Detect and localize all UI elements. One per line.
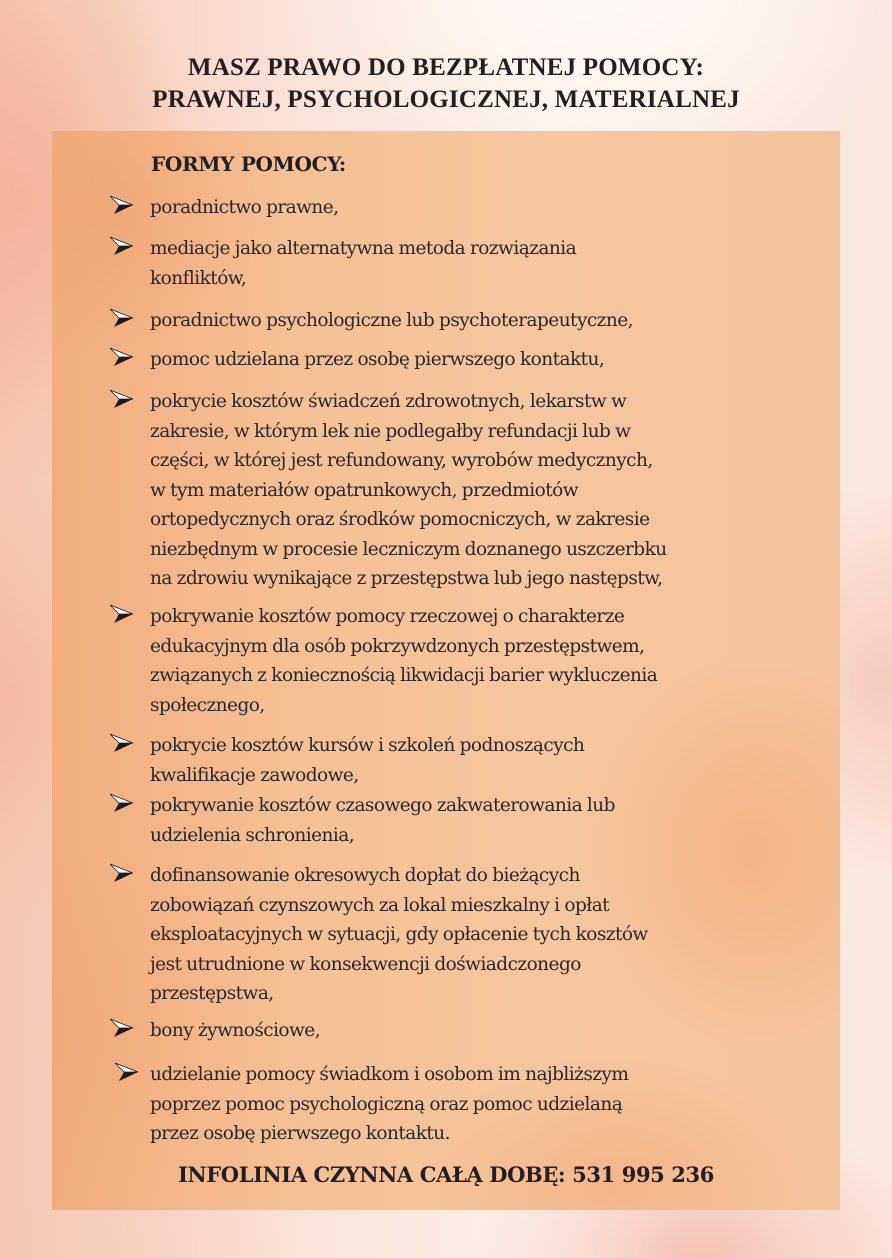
arrowhead-bullet-icon (114, 1062, 140, 1082)
arrowhead-bullet-icon (109, 195, 135, 215)
list-item-line: jest utrudnione w konsekwencji doświadczonego (150, 953, 581, 975)
arrowhead-bullet-icon (109, 236, 135, 256)
list-item-line: mediacje jako alternatywna metoda rozwiązania (150, 238, 577, 259)
list-item-text (150, 387, 667, 594)
list-item-text (150, 861, 648, 1009)
list-item-line: udzielenia schronienia, (150, 824, 355, 846)
list-item-line: dofinansowanie okresowych dopłat do bieżących (150, 865, 580, 886)
list-item-text (150, 602, 657, 720)
list-item-line: w tym materiałów opatrunkowych, przedmiotów (150, 479, 578, 501)
list-item-line: niezbędnym w procesie leczniczym doznanego uszczerbku (150, 538, 667, 560)
list-item-text (150, 1016, 320, 1046)
arrowhead-bullet-icon (109, 308, 135, 328)
help-forms-list (52, 131, 840, 1210)
list-item-line: kwalifikacje zawodowe, (150, 764, 359, 786)
arrowhead-bullet-icon (109, 733, 135, 753)
list-item-line: pokrycie kosztów świadczeń zdrowotnych, lekarstw w (150, 391, 627, 412)
list-item-line: zobowiązań czynszowych za lokal mieszkalny i opłat (150, 894, 610, 916)
arrowhead-bullet-icon (109, 863, 135, 883)
list-item-text (150, 193, 339, 223)
list-item-text (150, 306, 633, 336)
list-item-text (150, 1060, 628, 1149)
arrowhead-bullet-icon (109, 389, 135, 409)
header-title-line-1: MASZ PRAWO DO BEZPŁATNEJ POMOCY: (187, 54, 705, 81)
list-item-line: poradnictwo prawne, (150, 197, 339, 218)
list-item-line: konfliktów, (150, 267, 247, 289)
list-item-line: przestępstwa, (150, 983, 274, 1004)
list-item-line: poradnictwo psychologiczne lub psychoterapeutyczne, (150, 310, 633, 331)
list-item-line: poprzez pomoc psychologiczną oraz pomoc udzielaną (150, 1093, 623, 1115)
list-item-line: pokrycie kosztów kursów i szkoleń podnoszących (150, 735, 585, 756)
list-item-line: związanych z koniecznością likwidacji barier wykluczenia (150, 665, 658, 686)
arrowhead-bullet-icon (109, 604, 135, 624)
help-forms-panel (52, 131, 840, 1210)
list-item-line: pokrywanie kosztów pomocy rzeczowej o charakterze (150, 606, 625, 627)
list-item-line: na zdrowiu wynikające z przestępstwa lub jego następstw, (150, 568, 663, 589)
list-item-line: społecznego, (150, 694, 265, 716)
arrowhead-bullet-icon (109, 347, 135, 367)
list-item-line: zakresie, w którym lek nie podlegałby refundacji lub w (150, 420, 631, 442)
list-item-line: udzielanie pomocy świadkom i osobom im najbliższym (150, 1064, 629, 1085)
header-title-line-2: PRAWNEJ, PSYCHOLOGICZNEJ, MATERIALNEJ (152, 86, 740, 113)
list-item-text (150, 345, 604, 375)
arrowhead-bullet-icon (109, 793, 135, 813)
list-item-line: edukacyjnym dla osób pokrzywdzonych przestępstwem, (150, 635, 645, 657)
list-item-text (150, 731, 584, 790)
list-item-line: bony żywnościowe, (150, 1020, 321, 1041)
list-item-line: przez osobę pierwszego kontaktu. (150, 1123, 450, 1144)
list-item-line: ortopedycznych oraz środków pomocniczych, w zakresie (150, 509, 650, 530)
hotline-text: INFOLINIA CZYNNA CAŁĄ DOBĘ: 531 995 236 (178, 1162, 714, 1187)
page-header (0, 52, 892, 116)
list-item-line: części, w której jest refundowany, wyrobów medycznych, (150, 450, 653, 471)
list-item-line: pokrywanie kosztów czasowego zakwaterowania lub (150, 795, 615, 816)
list-item-text (150, 791, 615, 850)
list-item-line: eksploatacyjnych w sytuacji, gdy opłacenie tych kosztów (150, 924, 648, 945)
list-item-line: pomoc udzielana przez osobę pierwszego kontaktu, (150, 349, 605, 370)
arrowhead-bullet-icon (109, 1018, 135, 1038)
list-item-text (150, 234, 576, 293)
section-title: FORMY POMOCY: (151, 152, 346, 176)
